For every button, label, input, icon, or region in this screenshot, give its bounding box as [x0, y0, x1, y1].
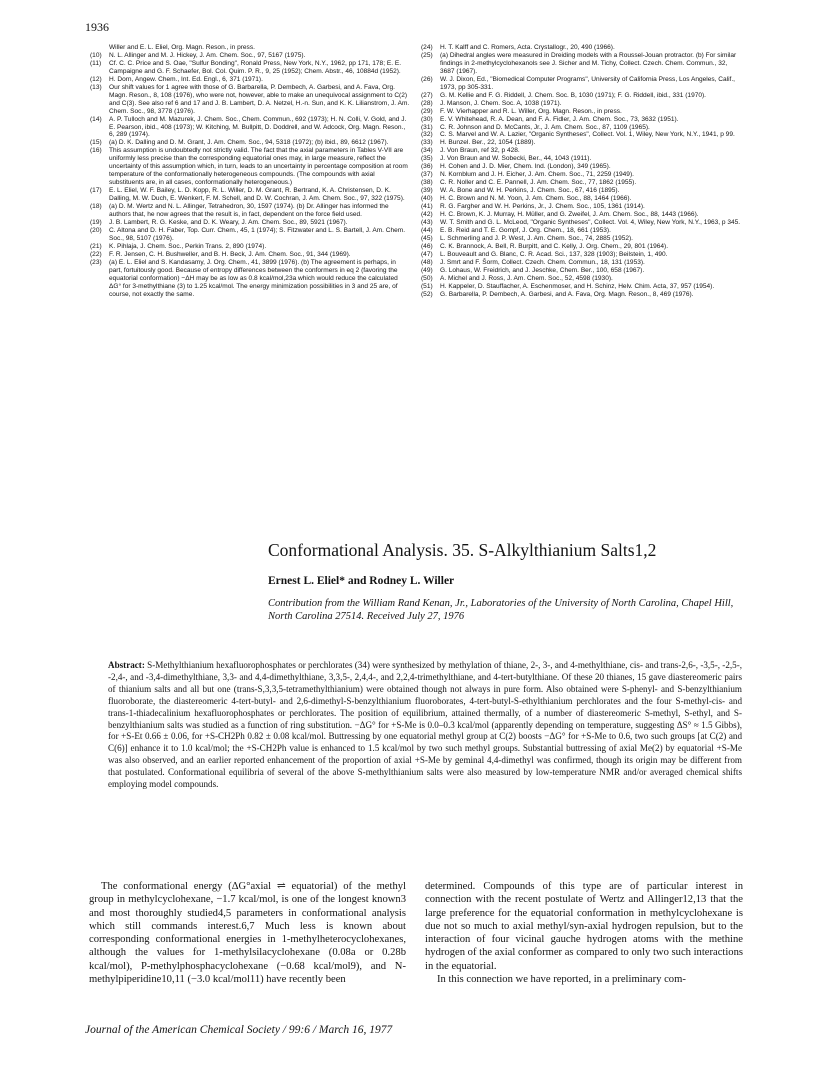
reference-number: (33)	[421, 139, 433, 147]
reference-text: W. T. Smith and G. L. McLeod, "Organic Syntheses", Collect. Vol. 4, Wiley, New York, N.Y., 1963, p 345.	[440, 218, 741, 226]
reference-number: (47)	[421, 250, 433, 258]
reference-number: (26)	[421, 75, 433, 83]
reference-item	[421, 155, 743, 163]
reference-text: Willer and E. L. Eliel, Org. Magn. Reson., in press.	[109, 44, 255, 51]
reference-text: H. T. Kalff and C. Romers, Acta. Crystallogr., 20, 490 (1966).	[440, 44, 615, 51]
reference-item	[421, 139, 743, 147]
reference-text: E. V. Whitehead, R. A. Dean, and F. A. Fidler, J. Am. Chem. Soc., 73, 3632 (1951).	[440, 115, 679, 123]
reference-item	[90, 44, 410, 52]
reference-item	[90, 147, 410, 187]
reference-text: (a) D. M. Wertz and N. L. Allinger, Tetrahedron, 30, 1597 (1974). (b) Dr. Allinger has informed the authors that, he now agrees that the result is, in fact, dependent on the force field used.	[109, 203, 389, 219]
reference-item	[90, 139, 410, 147]
reference-text: H. Dorn, Angew. Chem., Int. Ed. Engl., 6, 371 (1971).	[109, 75, 263, 83]
abstract-label: Abstract:	[108, 660, 145, 670]
reference-item	[421, 124, 743, 132]
reference-number: (42)	[421, 211, 433, 219]
reference-item	[421, 195, 743, 203]
reference-text: H. Kappeler, D. Stauffacher, A. Eschenmoser, and H. Schinz, Helv. Chim. Acta, 37, 957 (1954).	[440, 282, 715, 290]
reference-number: (51)	[421, 282, 433, 290]
reference-text: W. A. Bone and W. H. Perkins, J. Chem. Soc., 67, 416 (1895).	[440, 187, 620, 195]
reference-number: (16)	[90, 147, 102, 155]
reference-number: (35)	[421, 155, 433, 163]
journal-footer: Journal of the American Chemical Society / 99:6 / March 16, 1977	[85, 1024, 393, 1036]
reference-text: H. C. Brown and N. M. Yoon, J. Am. Chem. Soc., 88, 1464 (1966).	[440, 195, 632, 203]
body-text-right	[425, 880, 743, 986]
reference-item	[90, 116, 410, 140]
reference-text: N. L. Allinger and M. J. Hickey, J. Am. Chem. Soc., 97, 5167 (1975).	[109, 51, 306, 59]
reference-text: F. R. Jensen, C. H. Bushweller, and B. H. Beck, J. Am. Chem. Soc., 91, 344 (1969).	[109, 250, 351, 258]
reference-item	[90, 187, 410, 203]
reference-number: (52)	[421, 290, 433, 298]
reference-text: K. Pihlaja, J. Chem. Soc., Perkin Trans. 2, 890 (1974).	[109, 242, 267, 250]
reference-number: (10)	[90, 51, 102, 59]
reference-text: A. P. Tulloch and M. Mazurek, J. Chem. Soc., Chem. Commun., 692 (1973); H. N. Colli, V. Gold, and J. E. Pearson, ibid., 408 (1973); W. Kitching, M. Bullpitt, D. Doddrell, and W. Adcock, Org. Magn. Reson., 6, 289 (1974).	[109, 115, 407, 139]
reference-text: A. Michel and J. Ross, J. Am. Chem. Soc., 52, 4598 (1930).	[440, 274, 613, 282]
article-affiliation: Contribution from the William Rand Kenan, Jr., Laboratories of the University of North Carolina, Chapel Hill, North Carolina 27514. Received July 27, 1976	[268, 598, 734, 622]
reference-item	[90, 52, 410, 60]
reference-number: (20)	[90, 226, 102, 234]
body-paragraph: In this connection we have reported, in a preliminary com-	[437, 974, 686, 986]
reference-item	[90, 219, 410, 227]
reference-item	[421, 283, 743, 291]
reference-text: (a) D. K. Dalling and D. M. Grant, J. Am. Chem. Soc., 94, 5318 (1972); (b) ibid., 89, 6612 (1967).	[109, 139, 389, 147]
reference-item	[90, 60, 410, 76]
reference-text: F. W. Vierhapper and R. L. Willer, Org. Magn. Reson., in press.	[440, 107, 622, 115]
reference-item	[421, 131, 743, 139]
reference-item	[421, 44, 743, 52]
reference-item	[90, 227, 410, 243]
reference-item	[90, 243, 410, 251]
reference-number: (28)	[421, 99, 433, 107]
reference-item	[421, 267, 743, 275]
reference-item	[90, 203, 410, 219]
reference-item	[421, 163, 743, 171]
reference-number: (15)	[90, 139, 102, 147]
reference-number: (50)	[421, 274, 433, 282]
reference-text: H. Bunzel. Ber., 22, 1054 (1889).	[440, 139, 536, 147]
reference-item	[421, 76, 743, 92]
reference-text: Our shift values for 1 agree with those of G. Barbarella, P. Dembech, A. Garbesi, and A. Fava, Org. Magn. Reson., 8, 108 (1976), who were not, however, able to make an unequivocal assignment to C(2) and C(3). See also ref 6 and 17 and J. B. Lambert, D. A. Netzel, H.-n. Sun, and K. K. Lilianstrom, J. Am. Chem. Soc., 98, 3778 (1976).	[109, 83, 410, 115]
reference-text: E. L. Eliel, W. F. Bailey, L. D. Kopp, R. L. Willer, D. M. Grant, R. Bertrand, K. A. Christensen, D. K. Dalling, M. W. Duch, E. Wenkert, F. M. Schell, and D. W. Cochran, J. Am. Chem. Soc., 97, 322 (1975).	[109, 187, 405, 203]
reference-number: (36)	[421, 163, 433, 171]
reference-text: R. G. Fargher and W. H. Perkins, Jr., J. Chem. Soc., 105, 1361 (1914).	[440, 203, 645, 211]
reference-text: E. B. Reid and T. E. Gompf, J. Org. Chem., 18, 661 (1953).	[440, 226, 611, 234]
reference-number: (48)	[421, 258, 433, 266]
reference-number: (41)	[421, 203, 433, 211]
reference-text: J. Manson, J. Chem. Soc. A, 1038 (1971).	[440, 99, 562, 107]
reference-item	[421, 227, 743, 235]
reference-number: (18)	[90, 203, 102, 211]
reference-item	[421, 52, 743, 76]
reference-number: (29)	[421, 107, 433, 115]
reference-text: Cf. C. C. Price and S. Oae, "Sulfur Bonding", Ronald Press, New York, N.Y., 1962, pp 171, 178; E. E. Campaigne and G. F. Schaefer, Bol. Col. Quim. P. R., 9, 25 (1952); Chem. Abstr., 46, 10884d (1952).	[109, 59, 402, 75]
reference-number: (46)	[421, 242, 433, 250]
reference-number: (19)	[90, 218, 102, 226]
reference-item	[90, 84, 410, 116]
reference-item	[90, 259, 410, 299]
reference-number: (27)	[421, 91, 433, 99]
abstract	[108, 660, 742, 791]
reference-text: H. C. Brown, K. J. Murray, H. Müller, and G. Zweifel, J. Am. Chem. Soc., 88, 1443 (1966).	[440, 211, 699, 219]
reference-item	[421, 251, 743, 259]
reference-number: (38)	[421, 179, 433, 187]
reference-text: C. Altona and D. H. Faber, Top. Curr. Chem., 45, 1 (1974); S. Fitzwater and L. S. Bartell, J. Am. Chem. Soc., 98, 5107 (1976).	[109, 226, 406, 242]
body-text-left: The conformational energy (ΔG°axial ⇌ equatorial) of the methyl group in methylcyclohexane, −1.7 kcal/mol, is one of the longest known3 and most thoroughly studied4,5 parameters in conformational analysis which still commands interest.6,7 Much less is known about corresponding conformational energies in 1-methylheterocyclohexanes, although the values for 1-methylsilacyclohexane (0.08a or 0.28b kcal/mol), P-methylphosphacyclohexane (−0.68 kcal/mol9), and N-methylpiperidine10,11 (−3.0 kcal/mol11) have recently been	[89, 881, 406, 986]
reference-number: (31)	[421, 123, 433, 131]
reference-item	[421, 211, 743, 219]
reference-text: C. K. Brannock, A. Bell, R. Burpitt, and C. Kelly, J. Org. Chem., 29, 801 (1964).	[440, 242, 669, 250]
reference-item	[421, 108, 743, 116]
reference-number: (32)	[421, 131, 433, 139]
reference-number: (21)	[90, 242, 102, 250]
reference-number: (44)	[421, 226, 433, 234]
reference-item	[421, 203, 743, 211]
reference-item	[421, 235, 743, 243]
reference-text: C. S. Marvel and W. A. Lazier, "Organic Syntheses", Collect. Vol. 1, Wiley, New York, N.Y., 1941, p 99.	[440, 131, 735, 139]
reference-item	[421, 219, 743, 227]
abstract-text: S-Methylthianium hexafluorophosphates or perchlorates (34) were synthesized by methylation of thiane, 2-, 3-, and 4-methylthiane, cis- and trans-2,6-, -3,5-, -2,5-, -2,4-, and -3,4-dimethylthiane, 3,3- and 4,4-dimethylthiane, 3,3,5-, 2,4,4-, and 2,2,4-trimethylthiane, and 4-tert-butylthiane. Of these 20 thianes, 15 gave diastereomeric pairs of thianium salts and all but one (trans-S,3,3,5-tetramethylthianium) were obtained though not always in pure form. Also obtained were S-phenyl- and S-benzylthianium fluoroborate, the diastereomeric 4-tert-butyl- and 2,6-dimethyl-S-benzylthianium fluoroborates, 4-tert-butyl-S-ethylthianium perchlorates and the four S-methyl-cis- and trans-1-thiadecalinium hexafluorophosphates or perchlorates. The position of equilibrium, attained thermally, of a number of diastereomeric S-methyl, S-ethyl, and S-benzylthianium salts was studied as a function of ring substitution. −ΔG° for +S-Me is 0.0–0.3 kcal/mol (apparently depending on temperature, suggesting ΔS° ≈ 1.5 Gibbs), for +S-Et 0.66 ± 0.06, for +S-CH2Ph 0.82 ± 0.08 kcal/mol. Buttressing by one equatorial methyl group at C(2) boosts −ΔG° for +S-Me to 0.6, two such groups [at C(2) and C(6)] enhance it to 1.0 kcal/mol; the +S-CH2Ph value is enhanced to 1.5 kcal/mol by two such methyl groups. Substantial buttressing of axial Me(2) by equatorial +S-Me was also observed, and an earlier reported enhancement of the proportion of axial +S-Me by geminal 4,4-dimethyl was confirmed, though its origin may be different from that postulated. Conformational equilibria of several of the above S-methylthianium salts were also measured by low-temperature NMR and/or averaged chemical shifts employing model compounds.	[108, 660, 742, 790]
reference-number: (49)	[421, 266, 433, 274]
reference-number: (43)	[421, 218, 433, 226]
reference-text: G. Lohaus, W. Freidrich, and J. Jeschke, Chem. Ber., 100, 658 (1967).	[440, 266, 645, 274]
reference-text: L. Schmerling and J. P. West, J. Am. Chem. Soc., 74, 2885 (1952).	[440, 234, 633, 242]
reference-number: (13)	[90, 83, 102, 91]
reference-number: (23)	[90, 258, 102, 266]
reference-item	[421, 116, 743, 124]
reference-item	[421, 187, 743, 195]
reference-text: J. Smrt and F. Šorm, Collect. Czech. Chem. Commun., 18, 131 (1953).	[440, 258, 645, 266]
reference-item	[421, 147, 743, 155]
reference-number: (12)	[90, 75, 102, 83]
reference-text: J. Von Braun, ref 32, p 428.	[440, 147, 520, 155]
reference-text: L. Bouveault and G. Blanc, C. R. Acad. Sci., 137, 328 (1903); Beilstein, 1, 490.	[440, 250, 668, 258]
reference-text: (a) Dihedral angles were measured in Dreiding models with a Roussel-Jouan protractor. (b) For similar findings in 2-methylcyclohexanols see J. Sicher and M. Tichy, Collect. Czech. Chem. Commun., 32, 3687 (1967).	[440, 51, 737, 75]
reference-text: This assumption is undoubtedly not strictly valid. The fact that the axial parameters in Tables V-VII are uniformly less precise than the corresponding equatorial ones may, in large measure, reflect the uncertainty of this assumption which, in turn, leads to an uncertainty in percentage composition at room temperature of the conformationally heterogeneous compounds. (The compounds with axial substituents are, in all cases, conformationally heterogeneous.)	[109, 147, 408, 187]
reference-number: (34)	[421, 147, 433, 155]
body-paragraph: determined. Compounds of this type are of particular interest in connection with the recent postulate of Wertz and Allinger12,13 that the large preference for the equatorial conformation in methylcyclohexane is due not so much to axial methyl/syn-axial hydrogen repulsion, but to the interaction of four vicinal gauche hydrogen atoms with the methine hydrogen of the axial conformer as compared to only two such interactions in the equatorial.	[425, 881, 744, 972]
references-right-column	[421, 44, 743, 299]
reference-item	[90, 76, 410, 84]
reference-number: (25)	[421, 51, 433, 59]
reference-number: (11)	[90, 59, 102, 67]
reference-number: (17)	[90, 187, 102, 195]
reference-text: C. R. Noller and C. E. Pannell, J. Am. Chem. Soc., 77, 1862 (1955).	[440, 179, 637, 187]
reference-number: (24)	[421, 44, 433, 51]
reference-item	[421, 243, 743, 251]
references-left-column	[90, 44, 410, 299]
reference-number: (14)	[90, 115, 102, 123]
reference-text: H. Cohen and J. D. Mier, Chem. Ind. (London), 349 (1965).	[440, 163, 611, 171]
reference-item	[421, 100, 743, 108]
reference-number: (30)	[421, 115, 433, 123]
reference-number: (37)	[421, 171, 433, 179]
reference-text: J. B. Lambert, R. G. Keske, and D. K. Weary, J. Am. Chem. Soc., 89, 5921 (1967).	[109, 218, 348, 226]
reference-number: (39)	[421, 187, 433, 195]
reference-text: W. J. Dixon, Ed., "Biomedical Computer Programs", University of California Press, Los Angeles, Calif., 1973, pp 305-331.	[440, 75, 736, 91]
reference-item	[421, 259, 743, 267]
reference-text: J. Von Braun and W. Sobecki, Ber., 44, 1043 (1911).	[440, 155, 592, 163]
reference-number: (40)	[421, 195, 433, 203]
reference-text: N. Kornblum and J. H. Eicher, J. Am. Chem. Soc., 71, 2259 (1949).	[440, 171, 634, 179]
reference-text: C. R. Johnson and D. McCants, Jr., J. Am. Chem. Soc., 87, 1109 (1965).	[440, 123, 650, 131]
page-number: 1936	[85, 20, 109, 34]
reference-item	[421, 275, 743, 283]
reference-text: G. M. Kellie and F. G. Riddell, J. Chem. Soc. B, 1030 (1971); F. G. Riddell, ibid., 331 (1970).	[440, 91, 706, 99]
reference-number	[90, 44, 109, 52]
reference-text: G. Barbarella, P. Dembech, A. Garbesi, and A. Fava, Org. Magn. Reson., 8, 469 (1976).	[440, 290, 694, 298]
reference-text: (a) E. L. Eliel and S. Kandasamy, J. Org. Chem., 41, 3899 (1976). (b) The agreement is perhaps, in part, fortuitously good. Because of entropy differences between the conformers in eq 2 (favoring the equatorial conformation) −ΔH may be as low as 0.8 kcal/mol,23a which would reduce the calculated ΔG° for 3-methylthiane (3) to 1.25 kcal/mol. The energy minimization possibilities in 3 and 25 are, of course, not exactly the same.	[109, 258, 398, 298]
article-authors: Ernest L. Eliel* and Rodney L. Willer	[268, 575, 455, 587]
reference-number: (22)	[90, 250, 102, 258]
reference-item	[421, 171, 743, 179]
reference-number: (45)	[421, 234, 433, 242]
reference-item	[90, 251, 410, 259]
reference-item	[421, 92, 743, 100]
article-title: Conformational Analysis. 35. S-Alkylthianium Salts1,2	[268, 540, 657, 560]
reference-item	[421, 291, 743, 299]
reference-item	[421, 179, 743, 187]
